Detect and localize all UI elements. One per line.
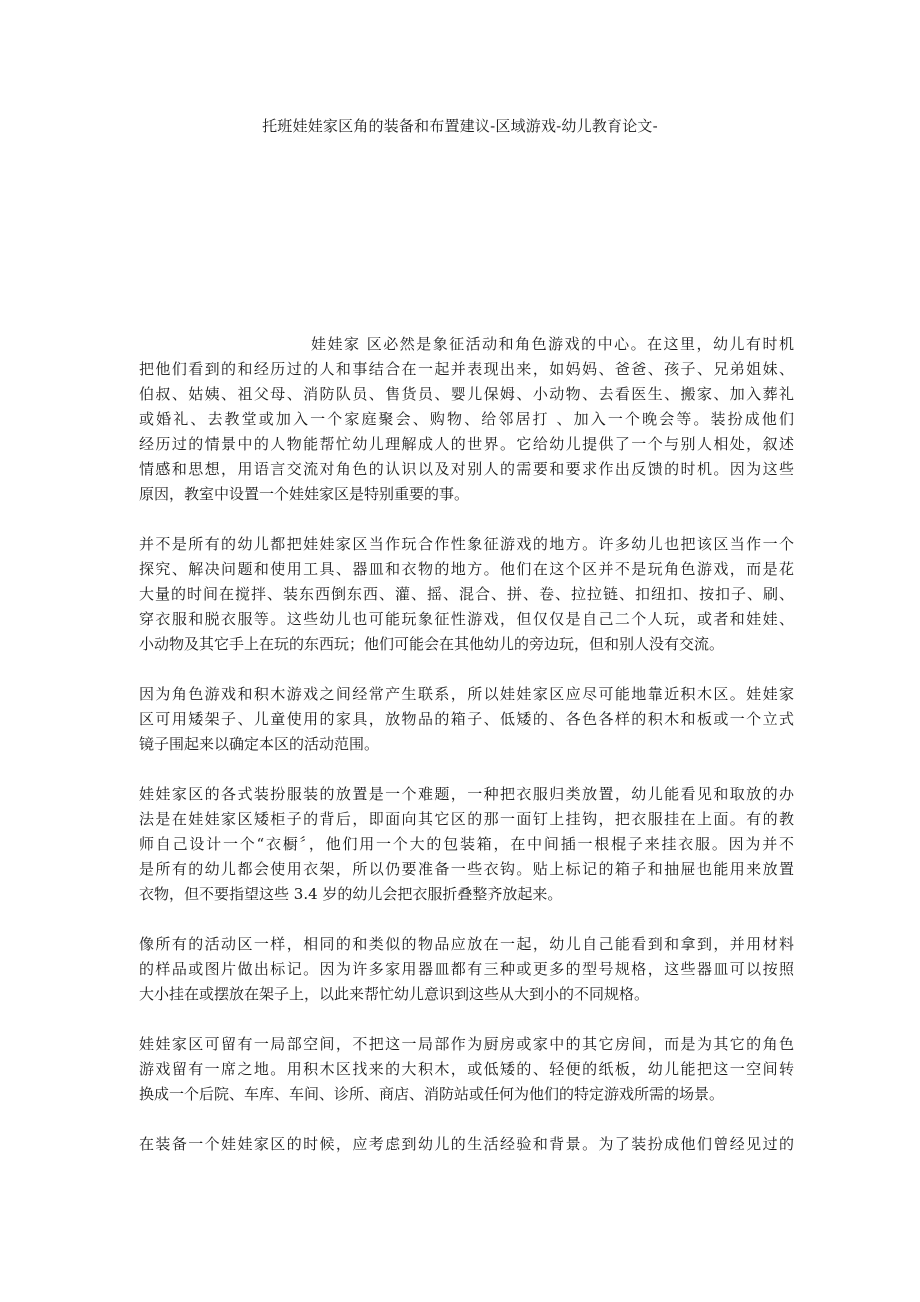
- text-line: 在装备一个娃娃家区的时候，应考虑到幼儿的生活经验和背景。为了装扮成他们曾经见过的: [139, 1135, 794, 1153]
- text-line: 换成一个后院、车库、车间、诊所、商店、消防站或任何为他们的特定游戏所需的场景。: [139, 1085, 725, 1103]
- text-line: 大量的时间在搅拌、装东西倒东西、灌、摇、混合、拼、卷、拉拉链、扣纽扣、按扣子、刷、: [139, 585, 794, 603]
- text-line: 并不是所有的幼儿都把娃娃家区当作玩合作性象征游戏的地方。许多幼儿也把该区当作一个: [139, 535, 794, 553]
- paragraph-6: [139, 1032, 794, 1107]
- text-line: 的样品或图片做出标记。因为许多家用器皿都有三种或更多的型号规格，这些器皿可以按照: [139, 960, 794, 978]
- paragraph-1: [139, 332, 794, 507]
- text-line: 娃娃家区可留有一局部空间，不把这一局部作为厨房或家中的其它房间，而是为其它的角色: [139, 1035, 794, 1053]
- text-line: 区可用矮架子、儿童使用的家具，放物品的箱子、低矮的、各色各样的积木和板或一个立式: [139, 710, 794, 728]
- paragraph-5: [139, 932, 794, 1007]
- text-line: 因为角色游戏和积木游戏之间经常产生联系，所以娃娃家区应尽可能地靠近积木区。娃娃家: [139, 685, 794, 703]
- document-body: [139, 332, 794, 1182]
- text-line: 探究、解决问题和使用工具、器皿和衣物的地方。他们在这个区并不是玩角色游戏，而是花: [139, 560, 794, 578]
- paragraph-7: [139, 1132, 794, 1157]
- text-line: 法是在娃娃家区矮柜子的背后，即面向其它区的那一面钉上挂钩，把衣服挂在上面。有的教: [139, 810, 794, 828]
- text-line: 小动物及其它手上在玩的东西玩；他们可能会在其他幼儿的旁边玩，但和别人没有交流。: [139, 635, 725, 653]
- text-line: 像所有的活动区一样，相同的和类似的物品应放在一起，幼儿自己能看到和拿到，并用材料: [139, 935, 794, 953]
- text-line: 衣物，但不要指望这些 3.4 岁的幼儿会把衣服折叠整齐放起来。: [139, 885, 563, 903]
- text-line: 镜子围起来以确定本区的活动范围。: [139, 735, 380, 753]
- paragraph-2: [139, 532, 794, 657]
- text-line: 游戏留有一席之地。用积木区找来的大积木，或低矮的、轻便的纸板，幼儿能把这一空间转: [139, 1060, 794, 1078]
- text-line: 大小挂在或摆放在架子上，以此来帮忙幼儿意识到这些从大到小的不同规格。: [139, 985, 650, 1003]
- text-line: 或婚礼、去教堂或加入一个家庭聚会、购物、给邻居打 、加入一个晚会等。装扮成他们: [139, 410, 794, 428]
- text-line: 娃娃家 区必然是象征活动和角色游戏的中心。在这里，幼儿有时机: [311, 335, 794, 353]
- text-line: 把他们看到的和经历过的人和事结合在一起并表现出来，如妈妈、爸爸、孩子、兄弟姐妹、: [139, 360, 794, 378]
- text-line: 师自己设计一个“衣橱〞，他们用一个大的包装箱，在中间插一根棍子来挂衣服。因为并不: [139, 835, 794, 853]
- text-line: 穿衣服和脱衣服等。这些幼儿也可能玩象征性游戏，但仅仅是自己二个人玩，或者和娃娃、: [139, 610, 794, 628]
- text-line: 伯叔、姑姨、祖父母、消防队员、售货员、婴儿保姆、小动物、去看医生、搬家、加入葬礼: [139, 385, 794, 403]
- paragraph-3: [139, 682, 794, 757]
- text-line: 娃娃家区的各式装扮服装的放置是一个难题，一种把衣服归类放置，幼儿能看见和取放的办: [139, 785, 794, 803]
- paragraph-4: [139, 782, 794, 907]
- text-line: 是所有的幼儿都会使用衣架，所以仍要准备一些衣钩。贴上标记的箱子和抽屉也能用来放置: [139, 860, 794, 878]
- text-line: 经历过的情景中的人物能帮忙幼儿理解成人的世界。它给幼儿提供了一个与别人相处，叙述: [139, 435, 794, 453]
- text-line: 情感和思想，用语言交流对角色的认识以及对别人的需要和要求作出反馈的时机。因为这些: [139, 460, 794, 478]
- document-title: 托班娃娃家区角的装备和布置建议-区域游戏-幼儿教育论文-: [262, 117, 658, 135]
- text-line: 原因，教室中设置一个娃娃家区是特别重要的事。: [139, 485, 470, 503]
